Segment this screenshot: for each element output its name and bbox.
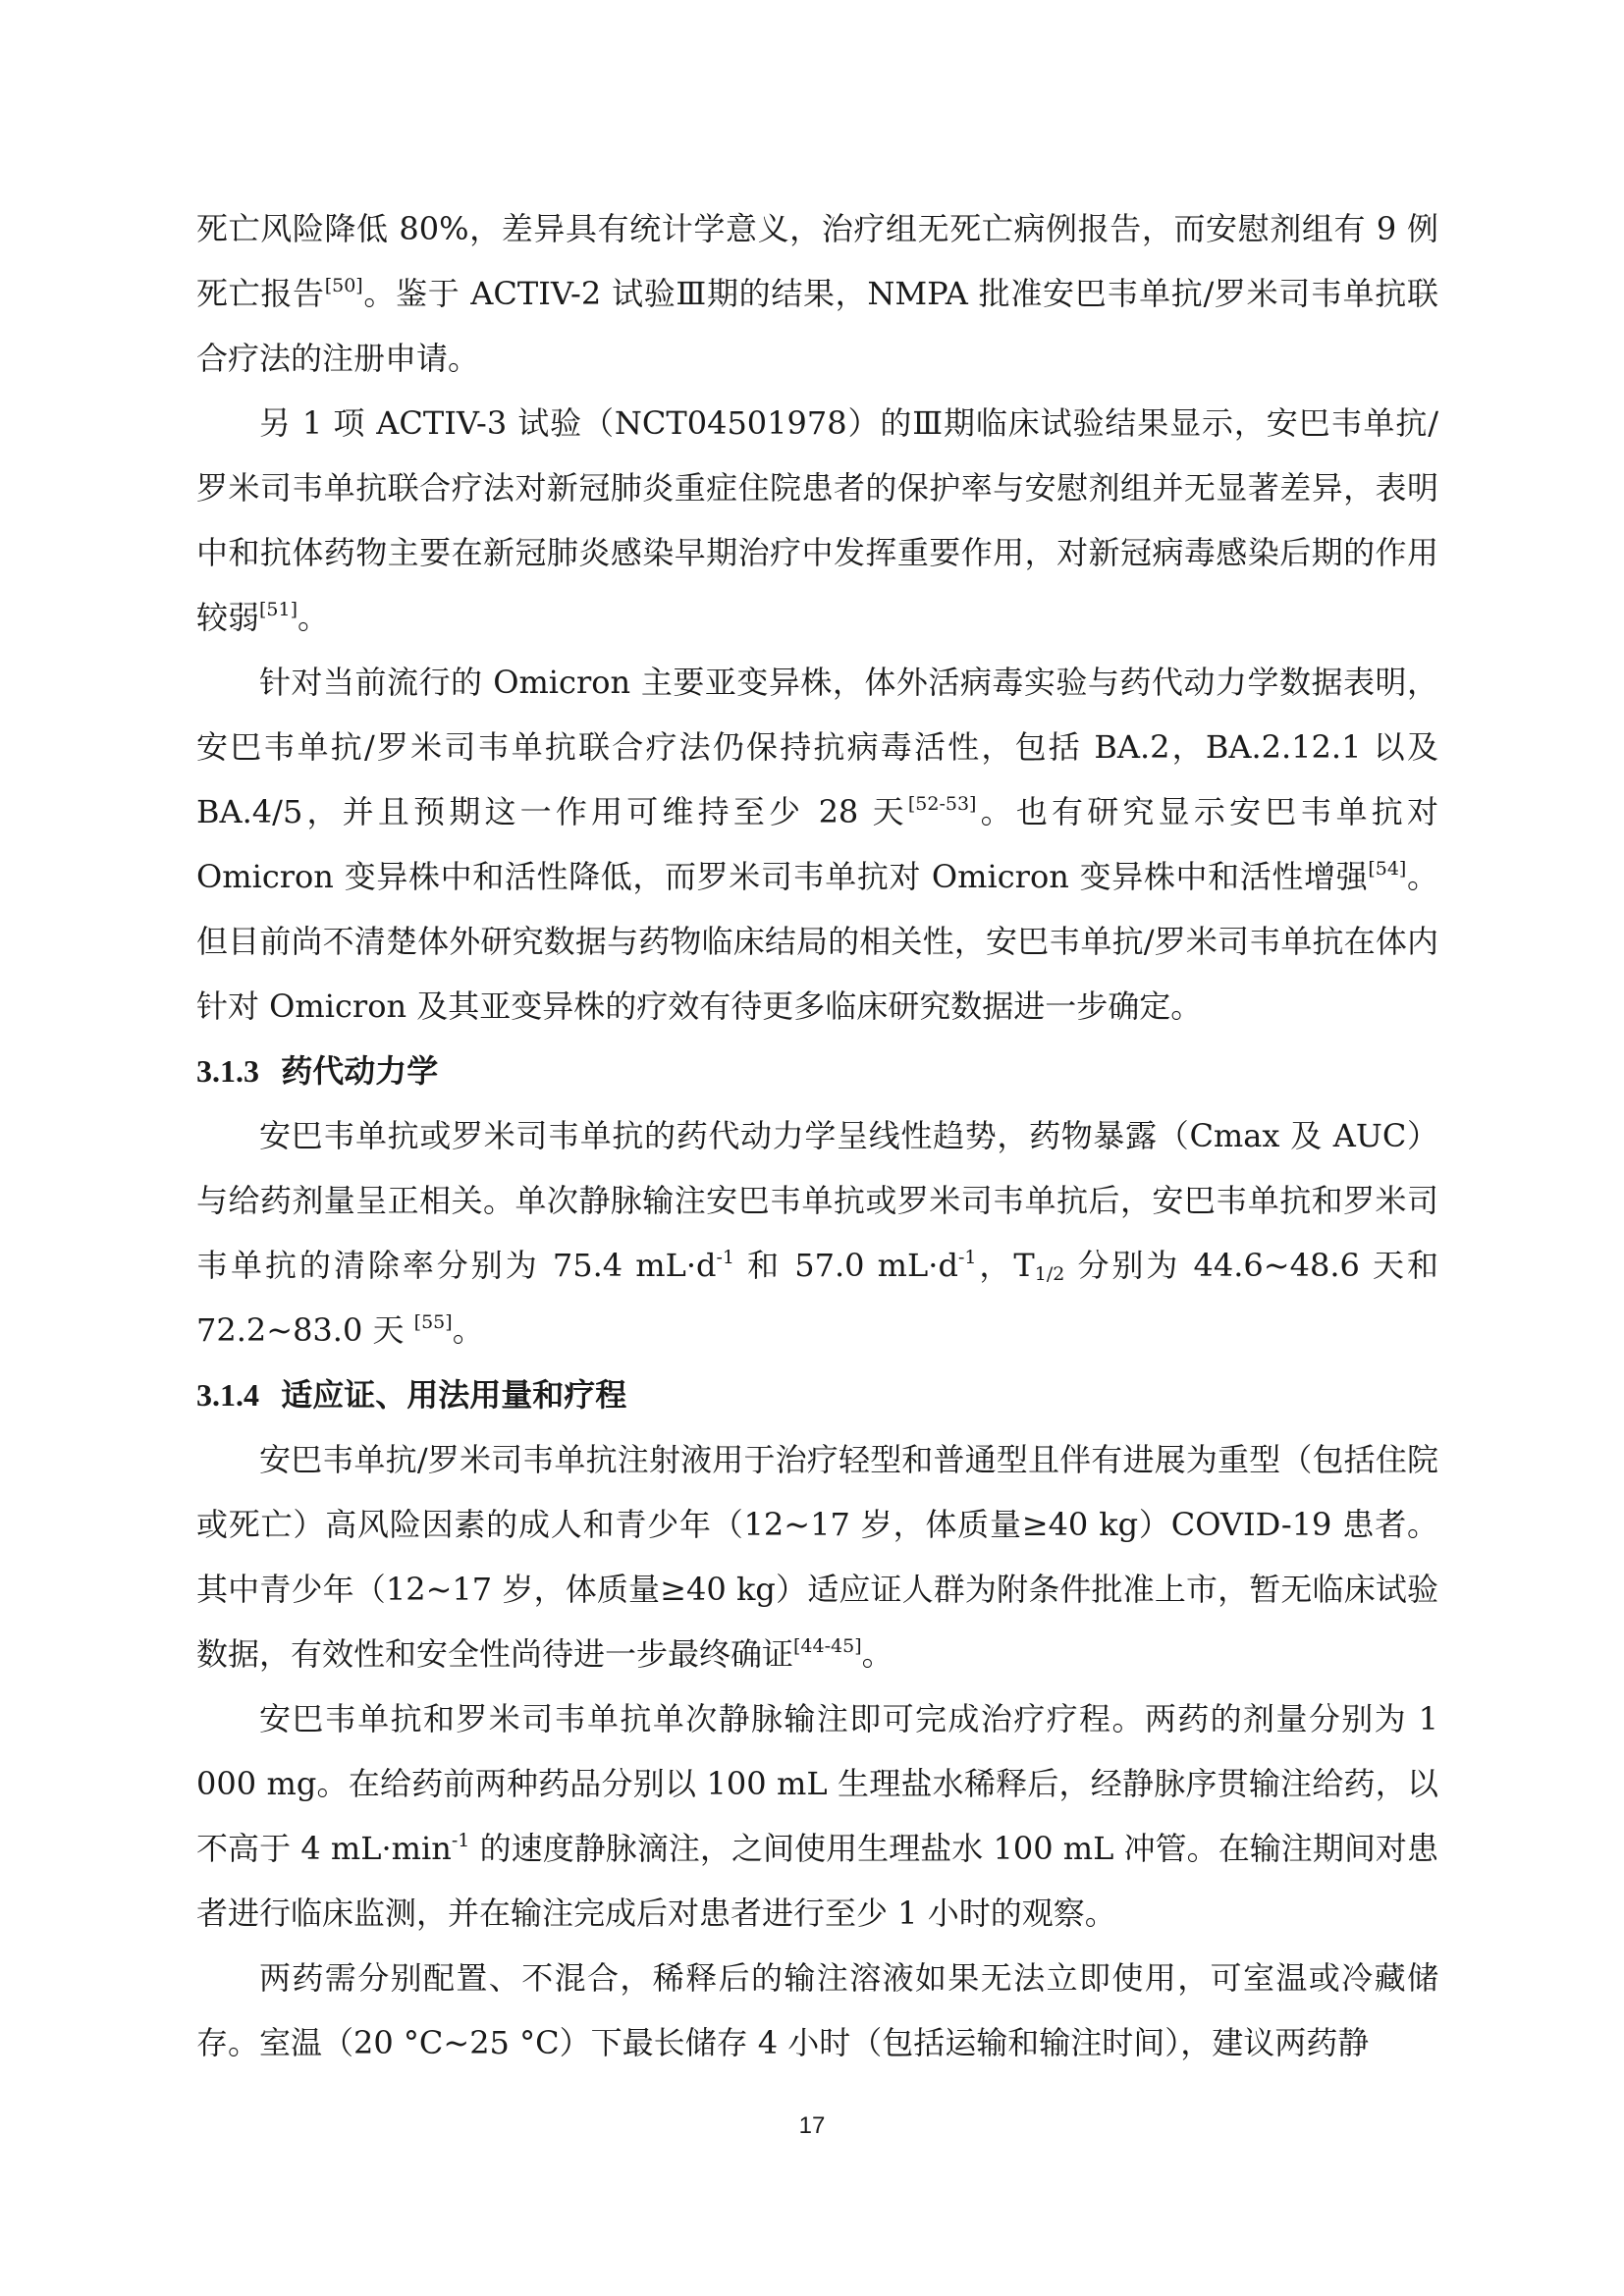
citation: [54]	[1368, 858, 1407, 880]
section-title: 适应证、用法用量和疗程	[281, 1376, 627, 1414]
paragraph-text: 。也有研究显示安巴韦单抗对 Omicron 变异株中和活性降低，而罗米司韦单抗对 Omicron 变异株中和活性增强	[196, 793, 1438, 895]
paragraph-text: 。但目前尚不清楚体外研究数据与药物临床结局的相关性，安巴韦单抗/罗米司韦单抗在体内针对 Omicron 及其亚变异株的疗效有待更多临床研究数据进一步确定。	[196, 858, 1438, 1025]
paragraph-text: 安巴韦单抗和罗米司韦单抗单次静脉输注即可完成治疗疗程。两药的剂量分别为 1 000 mg。在给药前两种药品分别以 100 mL 生理盐水稀释后，经静脉序贯输注给药，以不高于 4 mL·min	[196, 1700, 1438, 1867]
section-number: 3.1.4	[196, 1377, 259, 1413]
paragraph-text: 和 57.0 mL·d	[734, 1247, 958, 1284]
paragraph-text: 。	[861, 1635, 893, 1673]
citation: [44-45]	[793, 1635, 862, 1657]
paragraph-text: 死亡风险降低 80%，差异具有统计学意义，治疗组无死亡病例报告，而安慰剂组有 9 例死亡报告	[196, 210, 1438, 312]
page-number: 17	[798, 2112, 826, 2139]
paragraph-4	[196, 1103, 1438, 1362]
document-body	[196, 196, 1438, 2075]
superscript: -1	[451, 1830, 470, 1851]
paragraph-6	[196, 1686, 1438, 1946]
citation: [51]	[259, 599, 298, 620]
paragraph-text: 安巴韦单抗或罗米司韦单抗的药代动力学呈线性趋势，药物暴露（Cmax 及 AUC）与给药剂量呈正相关。单次静脉输注安巴韦单抗或罗米司韦单抗后，安巴韦单抗和罗米司韦单抗的清除率分别为 75.4 mL·d	[196, 1117, 1438, 1284]
paragraph-text: 的速度静脉滴注，之间使用生理盐水 100 mL 冲管。在输注期间对患者进行临床监测，并在输注完成后对患者进行至少 1 小时的观察。	[196, 1830, 1438, 1932]
superscript: -1	[716, 1247, 735, 1268]
citation: [55]	[413, 1311, 453, 1333]
citation: [50]	[324, 275, 363, 296]
paragraph-text: 两药需分别配置、不混合，稀释后的输注溶液如果无法立即使用，可室温或冷藏储存。室温（20 °C~25 °C）下最长储存 4 小时（包括运输和输注时间），建议两药静	[196, 1959, 1438, 2061]
section-number: 3.1.3	[196, 1053, 259, 1089]
citation: [52-53]	[907, 793, 977, 815]
subscript: 1/2	[1034, 1263, 1065, 1285]
superscript: -1	[957, 1247, 977, 1268]
paragraph-2	[196, 391, 1438, 650]
paragraph-1	[196, 196, 1438, 391]
paragraph-text: 针对当前流行的 Omicron 主要亚变异株，体外活病毒实验与药代动力学数据表明，安巴韦单抗/罗米司韦单抗联合疗法仍保持抗病毒活性，包括 BA.2，BA.2.12.1 以及 BA.4/5，并且预期这一作用可维持至少 28 天	[196, 664, 1438, 830]
paragraph-text: 。	[452, 1311, 484, 1349]
paragraph-3	[196, 650, 1438, 1039]
paragraph-text: 分别为 44.6~48.6 天和 72.2~83.0 天	[196, 1247, 1438, 1349]
paragraph-text: ，T	[976, 1247, 1035, 1284]
section-title: 药代动力学	[281, 1052, 439, 1090]
paragraph-text: 。	[298, 599, 330, 636]
section-heading-3-1-3	[196, 1039, 1438, 1103]
paragraph-7	[196, 1946, 1438, 2075]
paragraph-text: 。鉴于 ACTIV-2 试验Ⅲ期的结果，NMPA 批准安巴韦单抗/罗米司韦单抗联合疗法的注册申请。	[196, 275, 1438, 377]
paragraph-5	[196, 1427, 1438, 1686]
paragraph-text: 另 1 项 ACTIV-3 试验（NCT04501978）的Ⅲ期临床试验结果显示，安巴韦单抗/罗米司韦单抗联合疗法对新冠肺炎重症住院患者的保护率与安慰剂组并无显著差异，表明中和抗体药物主要在新冠肺炎感染早期治疗中发挥重要作用，对新冠病毒感染后期的作用较弱	[196, 404, 1438, 636]
paragraph-text: 安巴韦单抗/罗米司韦单抗注射液用于治疗轻型和普通型且伴有进展为重型（包括住院或死亡）高风险因素的成人和青少年（12~17 岁，体质量≥40 kg）COVID-19 患者。其中青少年（12~17 岁，体质量≥40 kg）适应证人群为附条件批准上市，暂无临床试验数据，有效性和安全性尚待进一步最终确证	[196, 1441, 1438, 1673]
section-heading-3-1-4	[196, 1362, 1438, 1427]
